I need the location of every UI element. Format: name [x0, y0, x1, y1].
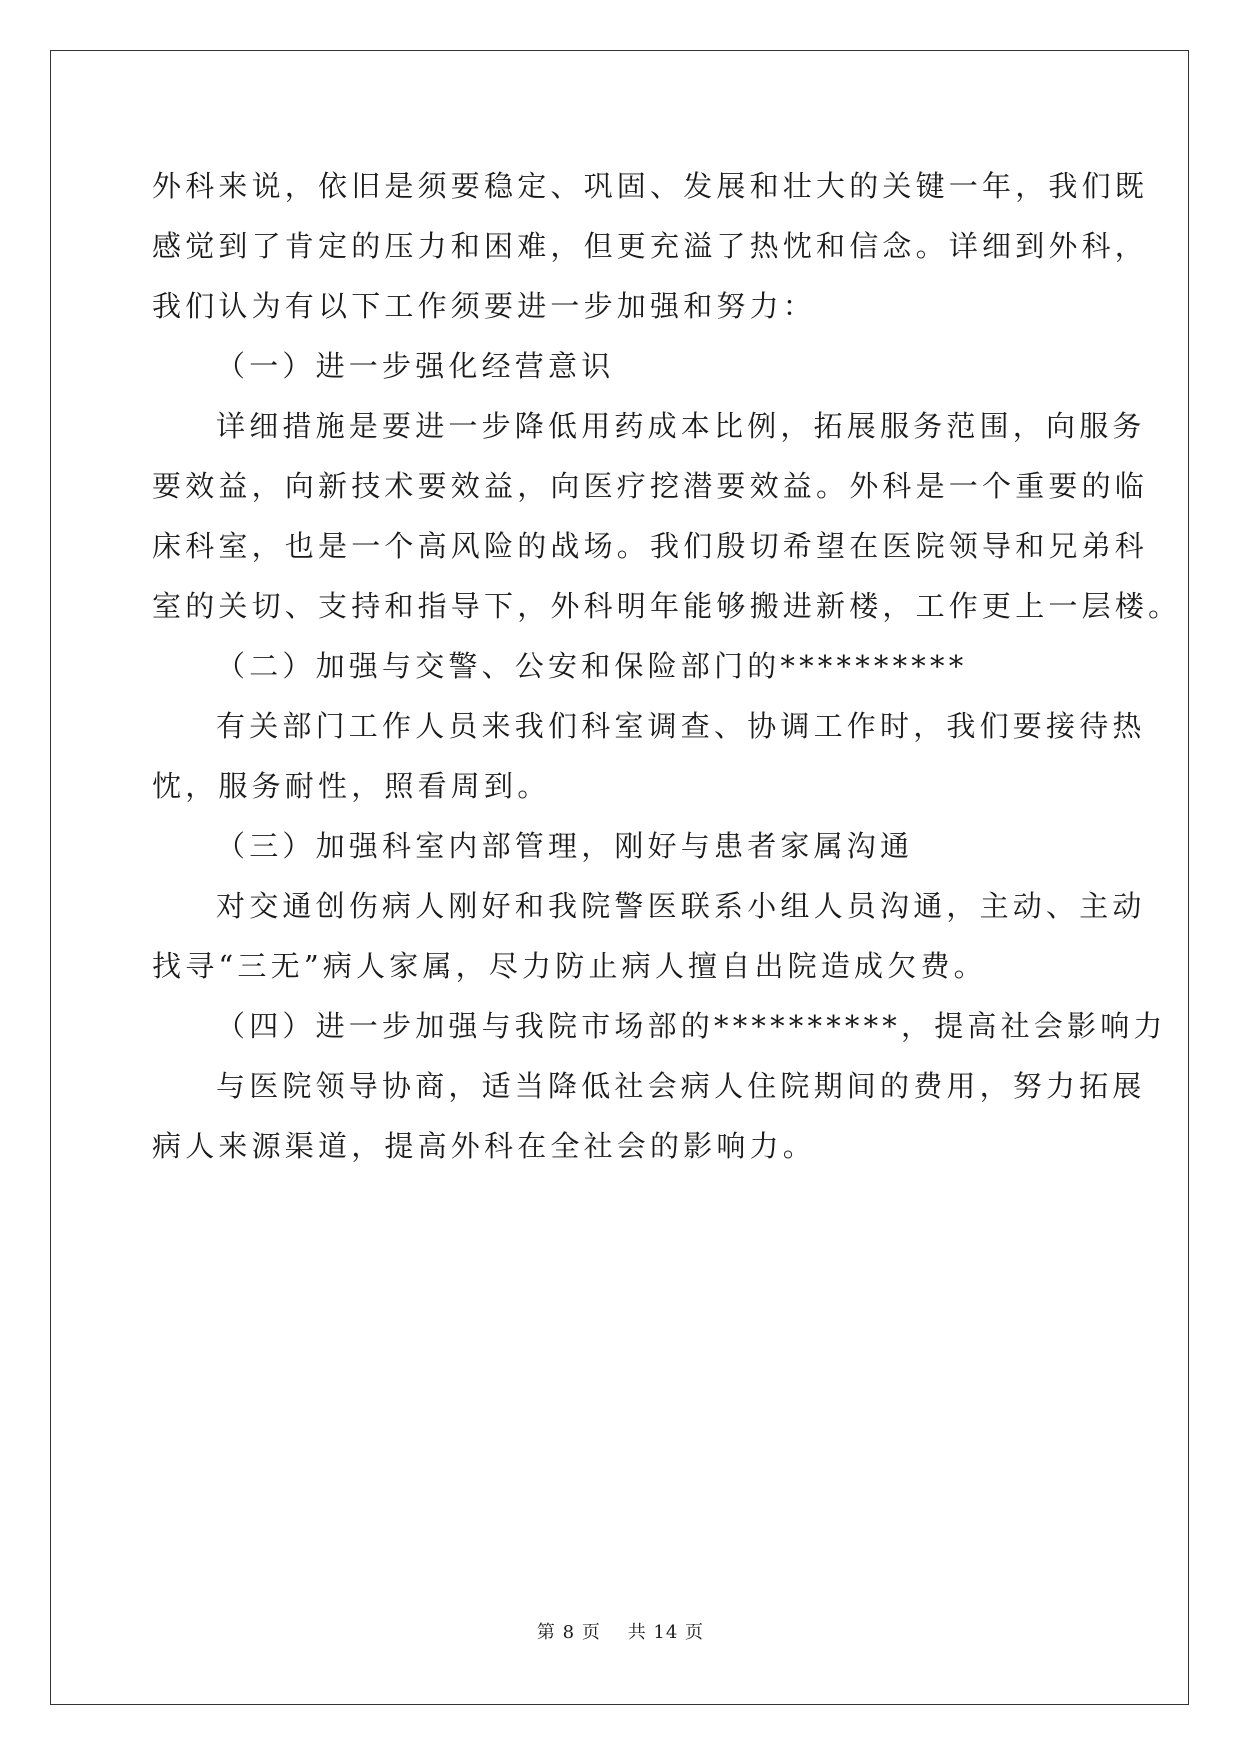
body-line: 详细措施是要进一步降低用药成本比例，拓展服务范围，向服务	[216, 409, 1146, 443]
body-line: 病人来源渠道，提高外科在全社会的影响力。	[152, 1129, 817, 1163]
section-heading: （一）进一步强化经营意识	[216, 349, 615, 383]
section-heading: （二）加强与交警、公安和保险部门的**********	[216, 649, 968, 683]
body-line: 我们认为有以下工作须要进一步加强和努力：	[152, 289, 817, 323]
body-line: 床科室，也是一个高风险的战场。我们殷切希望在医院领导和兄弟科	[152, 529, 1149, 563]
body-line: 感觉到了肯定的压力和困难，但更充溢了热忱和信念。详细到外科，	[152, 229, 1149, 263]
page-number: 第 8 页 共 14 页	[536, 1622, 705, 1643]
body-line: 与医院领导协商，适当降低社会病人住院期间的费用，努力拓展	[216, 1069, 1146, 1103]
body-line: 忱，服务耐性，照看周到。	[152, 769, 551, 803]
body-line: 外科来说，依旧是须要稳定、巩固、发展和壮大的关键一年，我们既	[152, 169, 1149, 203]
body-line: 室的关切、支持和指导下，外科明年能够搬进新楼，工作更上一层楼。	[152, 589, 1182, 623]
body-line: 有关部门工作人员来我们科室调查、协调工作时，我们要接待热	[216, 709, 1146, 743]
body-line: 找寻“三无”病人家属，尽力防止病人擅自出院造成欠费。	[152, 949, 987, 983]
section-heading: （四）进一步加强与我院市场部的**********，提高社会影响力	[216, 1009, 1167, 1043]
body-line: 要效益，向新技术要效益，向医疗挖潜要效益。外科是一个重要的临	[152, 469, 1149, 503]
body-line: 对交通创伤病人刚好和我院警医联系小组人员沟通，主动、主动	[216, 889, 1146, 923]
section-heading: （三）加强科室内部管理，刚好与患者家属沟通	[216, 829, 914, 863]
